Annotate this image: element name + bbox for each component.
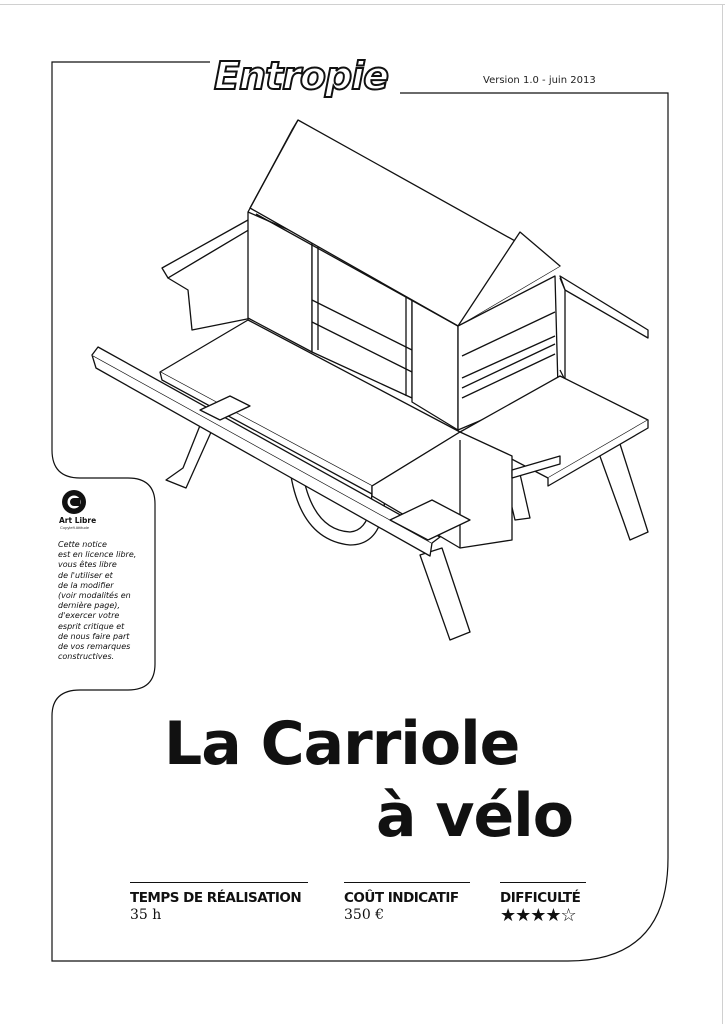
cart-illustration <box>85 110 665 655</box>
license-notice: Cette notice est en licence libre, vous êtes libre de l'utiliser et de la modifier (voir modalités en dernière page), d'exercer votre esprit critique et de nous faire part de vos remarques constructives. <box>58 540 137 662</box>
info-cost <box>344 882 470 924</box>
cost-label: COÛT INDICATIF <box>344 890 459 906</box>
info-time <box>130 882 308 924</box>
license-sub: Copyleft Attitude <box>60 525 90 530</box>
difficulty-stars: ★★★★☆ <box>500 905 576 925</box>
license-name: Art Libre <box>59 516 97 525</box>
version-label: Version 1.0 - juin 2013 <box>483 75 596 86</box>
time-label: TEMPS DE RÉALISATION <box>130 890 302 906</box>
title-line-2: à vélo <box>376 781 573 851</box>
cost-value: 350 € <box>344 907 385 923</box>
entropie-logo: Entropie <box>214 54 389 98</box>
time-value: 35 h <box>130 907 162 923</box>
license-box <box>54 488 150 662</box>
title-line-1: La Carriole <box>164 709 520 779</box>
info-difficulty <box>500 882 586 924</box>
difficulty-label: DIFFICULTÉ <box>500 890 581 906</box>
copyleft-icon <box>60 488 88 516</box>
